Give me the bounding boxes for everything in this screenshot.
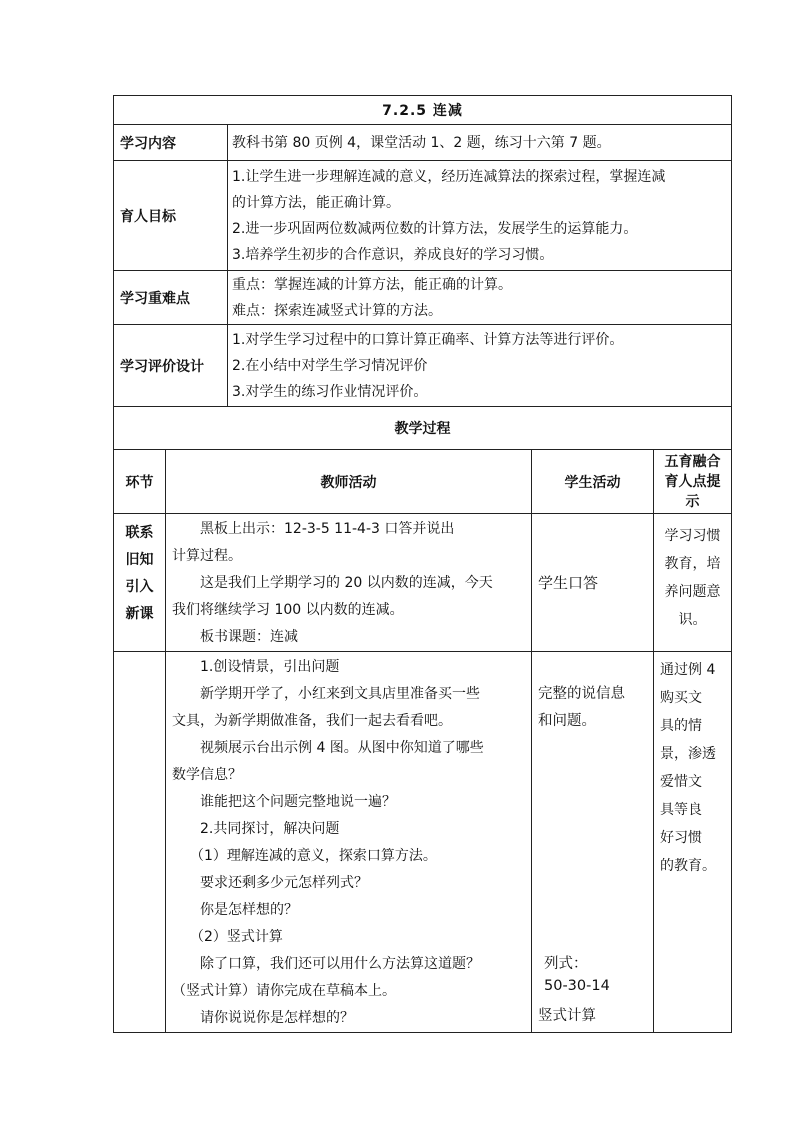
content-line: 教科书第 80 页例 4，课堂活动 1、2 题，练习十六第 7 题。 xyxy=(232,134,611,151)
teacher-line: 视频展示台出示例 4 图。从图中你知道了哪些 xyxy=(200,740,484,756)
lesson-plan-table xyxy=(113,95,732,1033)
student-line: 竖式计算 xyxy=(538,1008,596,1024)
hint-line: 好习惯 xyxy=(660,830,702,846)
teacher-line: 计算过程。 xyxy=(172,548,242,564)
hint-line: 景，渗透 xyxy=(660,746,716,762)
hint-line: 通过例 4 xyxy=(660,662,716,678)
process-heading: 教学过程 xyxy=(114,407,732,450)
teacher-line: （竖式计算）请你完成在草稿本上。 xyxy=(172,983,396,999)
teacher-line: 请你说说你是怎样想的？ xyxy=(200,1010,354,1026)
teacher-line: 这是我们上学期学习的 20 以内数的连减，今天 xyxy=(200,575,493,591)
teacher-activity-new xyxy=(166,652,532,1033)
col-student-header: 学生活动 xyxy=(532,450,654,514)
teacher-line: 文具，为新学期做准备，我们一起去看看吧。 xyxy=(172,713,452,729)
student-line: 和问题。 xyxy=(538,713,596,729)
evaluation-text xyxy=(228,325,732,407)
lesson-title: 7.2.5 连减 xyxy=(114,96,732,125)
teacher-line: 要求还剩多少元怎样列式？ xyxy=(200,875,368,891)
student-activity-new xyxy=(532,652,654,1033)
student-line: 列式： xyxy=(544,956,588,972)
evaluation-line: 2.在小结中对学生学习情况评价 xyxy=(232,357,428,374)
key-points-line: 难点：探索连减竖式计算的方法。 xyxy=(232,302,442,319)
teacher-line: 2.共同探讨，解决问题 xyxy=(200,821,340,837)
teacher-line: 数学信息？ xyxy=(172,767,242,783)
teacher-line: 板书课题：连减 xyxy=(200,629,298,645)
goals-line: 1.让学生进一步理解连减的意义，经历连减算法的探索过程，掌握连减 xyxy=(232,168,666,185)
teacher-line: 谁能把这个问题完整地说一遍？ xyxy=(200,794,396,810)
stage-intro-text: 联系旧知引入新课 xyxy=(125,525,154,622)
student-line: 50-30-14 xyxy=(544,978,610,994)
hint-line: 教育，培 xyxy=(664,556,721,572)
col-stage-header: 环节 xyxy=(114,450,166,514)
goals-line: 的计算方法，能正确计算。 xyxy=(232,194,400,211)
stage-intro xyxy=(114,514,166,652)
evaluation-line: 1.对学生学习过程中的口算计算正确率、计算方法等进行评价。 xyxy=(232,331,624,348)
content-text xyxy=(228,125,732,161)
evaluation-line: 3.对学生的练习作业情况评价。 xyxy=(232,383,428,400)
hint-new xyxy=(654,652,732,1033)
hint-line: 爱惜文 xyxy=(660,774,702,790)
content-label: 学习内容 xyxy=(114,125,228,161)
col-teacher-header: 教师活动 xyxy=(166,450,532,514)
col-hint-header-text: 五育融合育人点提示 xyxy=(664,453,721,510)
hint-line: 学习习惯 xyxy=(664,528,721,544)
hint-line: 购买文 xyxy=(660,690,702,706)
goals-label: 育人目标 xyxy=(114,161,228,271)
col-hint-header xyxy=(654,450,732,514)
hint-line: 的教育。 xyxy=(660,858,716,874)
teacher-line: 新学期开学了，小红来到文具店里准备买一些 xyxy=(200,686,480,702)
student-line: 完整的说信息 xyxy=(538,686,625,702)
hint-line: 养问题意 xyxy=(664,584,721,600)
teacher-line: （2）竖式计算 xyxy=(190,929,283,945)
key-points-line: 重点：掌握连减的计算方法，能正确的计算。 xyxy=(232,276,512,293)
teacher-line: 我们将继续学习 100 以内数的连减。 xyxy=(172,602,404,618)
hint-intro xyxy=(654,514,732,652)
key-points-label: 学习重难点 xyxy=(114,271,228,325)
student-activity-intro xyxy=(532,514,654,652)
teacher-line: （1）理解连减的意义，探索口算方法。 xyxy=(190,848,437,864)
student-line: 学生口答 xyxy=(538,574,599,592)
teacher-line: 除了口算，我们还可以用什么方法算这道题？ xyxy=(200,956,480,972)
teacher-line: 你是怎样想的？ xyxy=(200,902,298,918)
hint-line: 具等良 xyxy=(660,802,702,818)
goals-text xyxy=(228,161,732,271)
hint-line: 具的情 xyxy=(660,718,702,734)
teacher-line: 1.创设情景，引出问题 xyxy=(200,659,340,675)
key-points-text xyxy=(228,271,732,325)
hint-line: 识。 xyxy=(678,612,707,628)
evaluation-label: 学习评价设计 xyxy=(114,325,228,407)
stage-new xyxy=(114,652,166,1033)
teacher-activity-intro xyxy=(166,514,532,652)
goals-line: 2.进一步巩固两位数减两位数的计算方法，发展学生的运算能力。 xyxy=(232,220,638,237)
goals-line: 3.培养学生初步的合作意识，养成良好的学习习惯。 xyxy=(232,246,554,263)
teacher-line: 黑板上出示：12-3-5 11-4-3 口答并说出 xyxy=(200,521,455,537)
